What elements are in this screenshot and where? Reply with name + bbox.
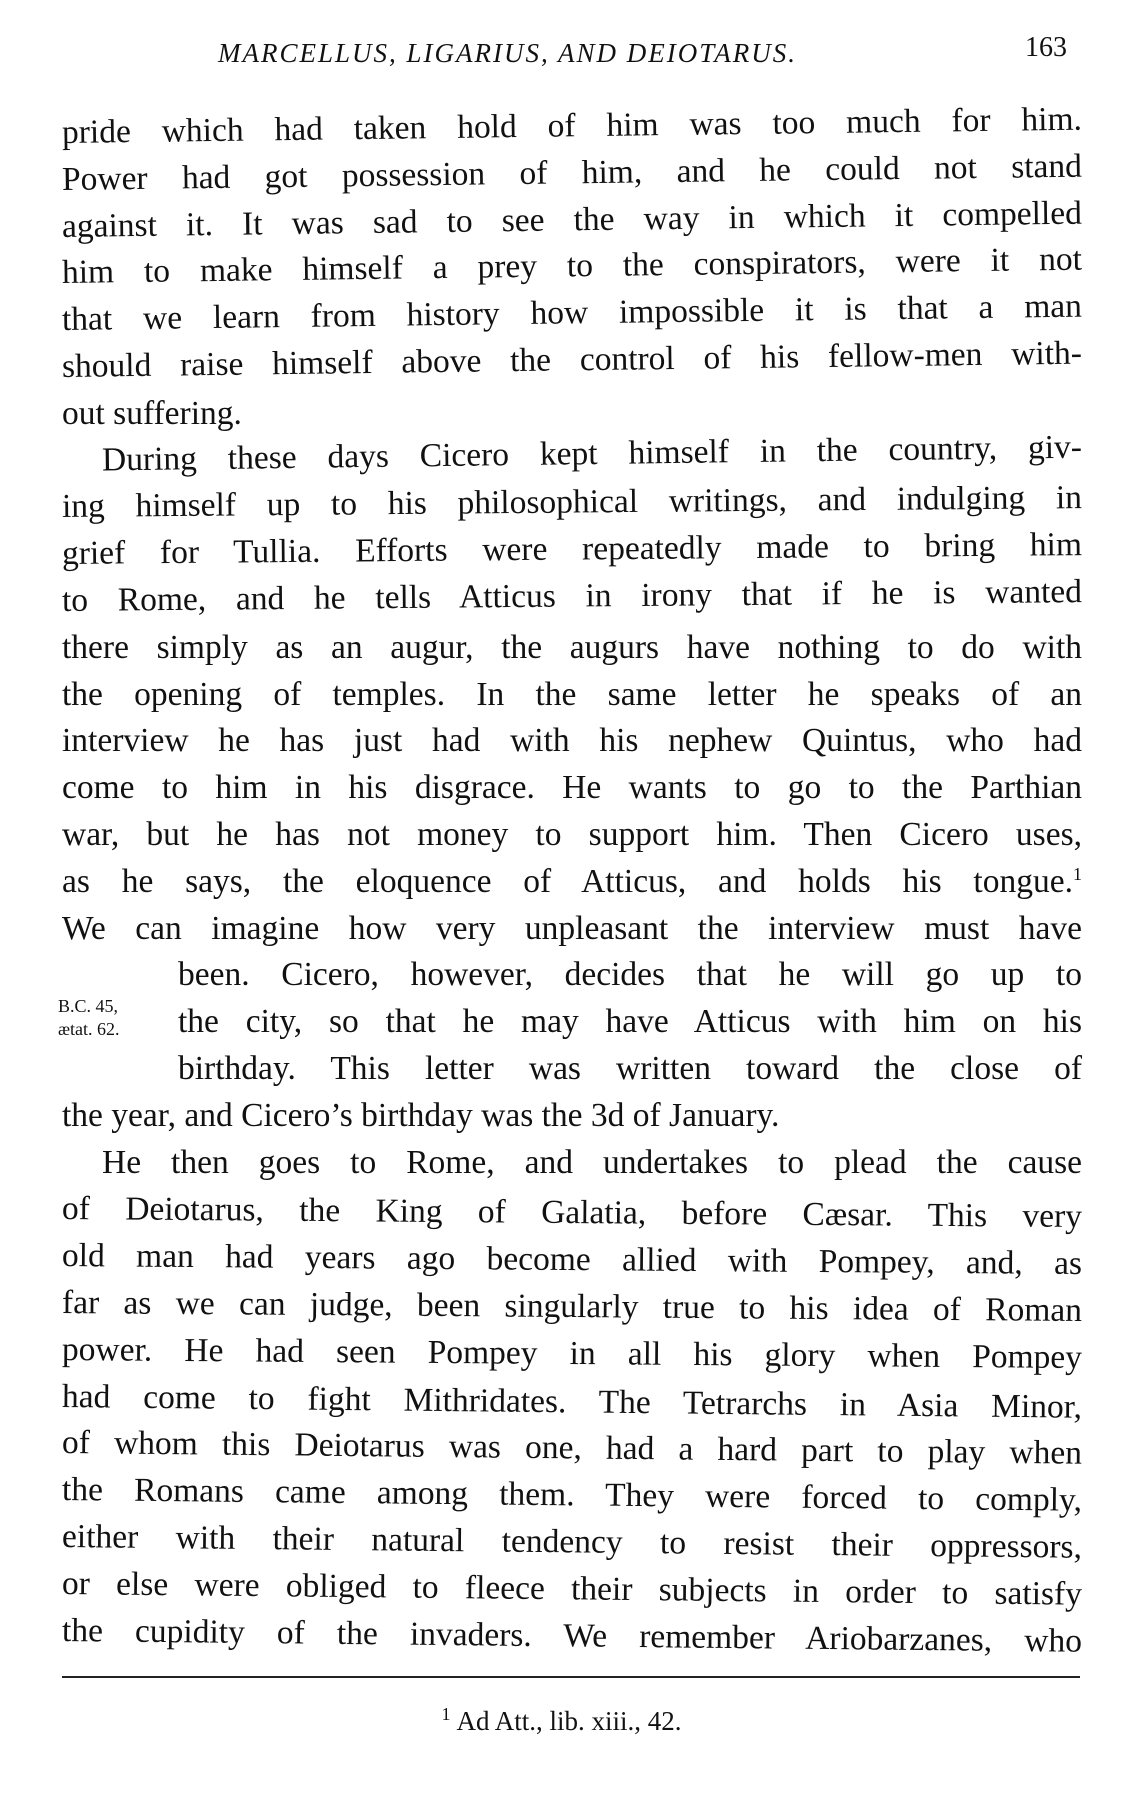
margin-note-age: ætat. 62. bbox=[58, 1019, 120, 1039]
margin-date-note bbox=[58, 995, 120, 1041]
text-line: there simply as an augur, the augurs have nothing to do with bbox=[62, 628, 1082, 666]
text-line: the Romans came among them. They were forced to comply, bbox=[61, 1471, 1083, 1519]
text-line: or else were obliged to fleece their subjects in order to satisfy bbox=[61, 1564, 1083, 1613]
text-line: of whom this Deiotarus was one, had a hard part to play when bbox=[61, 1424, 1083, 1472]
text-line: interview he has just had with his nephew Quintus, who had bbox=[62, 722, 1082, 760]
footnote bbox=[0, 1706, 1123, 1737]
text-line: ing himself up to his philosophical writings, and indulging in bbox=[61, 479, 1083, 526]
text-line: of Deiotarus, the King of Galatia, before Cæsar. This very bbox=[61, 1190, 1083, 1236]
text-line: the year, and Cicero’s birthday was the 3d of January. bbox=[62, 1096, 780, 1134]
body-text bbox=[61, 100, 1083, 1660]
text-line: Power had got possession of him, and he could not stand bbox=[61, 147, 1083, 198]
footnote-mark: 1 bbox=[441, 1704, 451, 1724]
footnote-divider bbox=[62, 1676, 1080, 1678]
text-line: either with their natural tendency to resist their oppressors, bbox=[61, 1517, 1083, 1566]
paragraph-start-line: During these days Cicero kept himself in the country, giv- bbox=[101, 428, 1083, 479]
text-line: old man had years ago become allied with Pompey, and, as bbox=[61, 1237, 1083, 1283]
text-line: We can imagine how very unpleasant the interview must have bbox=[62, 909, 1082, 947]
text-line: war, but he has not money to support him. Then Cicero uses, bbox=[62, 815, 1082, 853]
line-text: as he says, the eloquence of Atticus, and holds his tongue. bbox=[62, 862, 1073, 900]
text-line: him to make himself a prey to the conspirators, were it not bbox=[61, 241, 1083, 292]
text-line: out suffering. bbox=[62, 394, 242, 432]
text-line: should raise himself above the control of his fellow-men with- bbox=[61, 334, 1083, 385]
footnote-reference[interactable]: 1 bbox=[1073, 863, 1082, 884]
text-line: been. Cicero, however, decides that he will go up to bbox=[178, 956, 1082, 994]
text-line: the city, so that he may have Atticus with him on his bbox=[178, 1003, 1082, 1041]
text-line: that we learn from history how impossible it is that a man bbox=[61, 287, 1083, 339]
running-title: MARCELLUS, LIGARIUS, AND DEIOTARUS. bbox=[218, 38, 797, 68]
margin-note-year: B.C. 45, bbox=[58, 996, 119, 1016]
text-line: far as we can judge, been singularly true to his idea of Roman bbox=[61, 1283, 1083, 1329]
text-line: pride which had taken hold of him was too much for him. bbox=[61, 100, 1083, 151]
text-line: the opening of temples. In the same letter he speaks of an bbox=[62, 675, 1082, 713]
text-line: power. He had seen Pompey in all his glory when Pompey bbox=[61, 1330, 1083, 1376]
text-line: against it. It was sad to see the way in which it compelled bbox=[61, 194, 1083, 245]
footnote-text: Ad Att., lib. xiii., 42. bbox=[456, 1706, 682, 1736]
text-line: the cupidity of the invaders. We remember Ariobarzanes, who bbox=[61, 1611, 1083, 1660]
running-head bbox=[0, 30, 1123, 78]
paragraph-start-line: He then goes to Rome, and undertakes to plead the cause bbox=[102, 1143, 1082, 1181]
text-line: had come to fight Mithridates. The Tetrarchs in Asia Minor, bbox=[61, 1377, 1083, 1426]
text-line: birthday. This letter was written toward the close of bbox=[178, 1049, 1082, 1087]
text-line bbox=[62, 859, 1082, 906]
text-line: grief for Tullia. Efforts were repeatedly made to bring him bbox=[61, 526, 1083, 573]
text-line: come to him in his disgrace. He wants to go to the Parthian bbox=[62, 769, 1082, 807]
text-line: to Rome, and he tells Atticus in irony that if he is wanted bbox=[61, 573, 1083, 619]
page-number: 163 bbox=[1025, 32, 1067, 63]
